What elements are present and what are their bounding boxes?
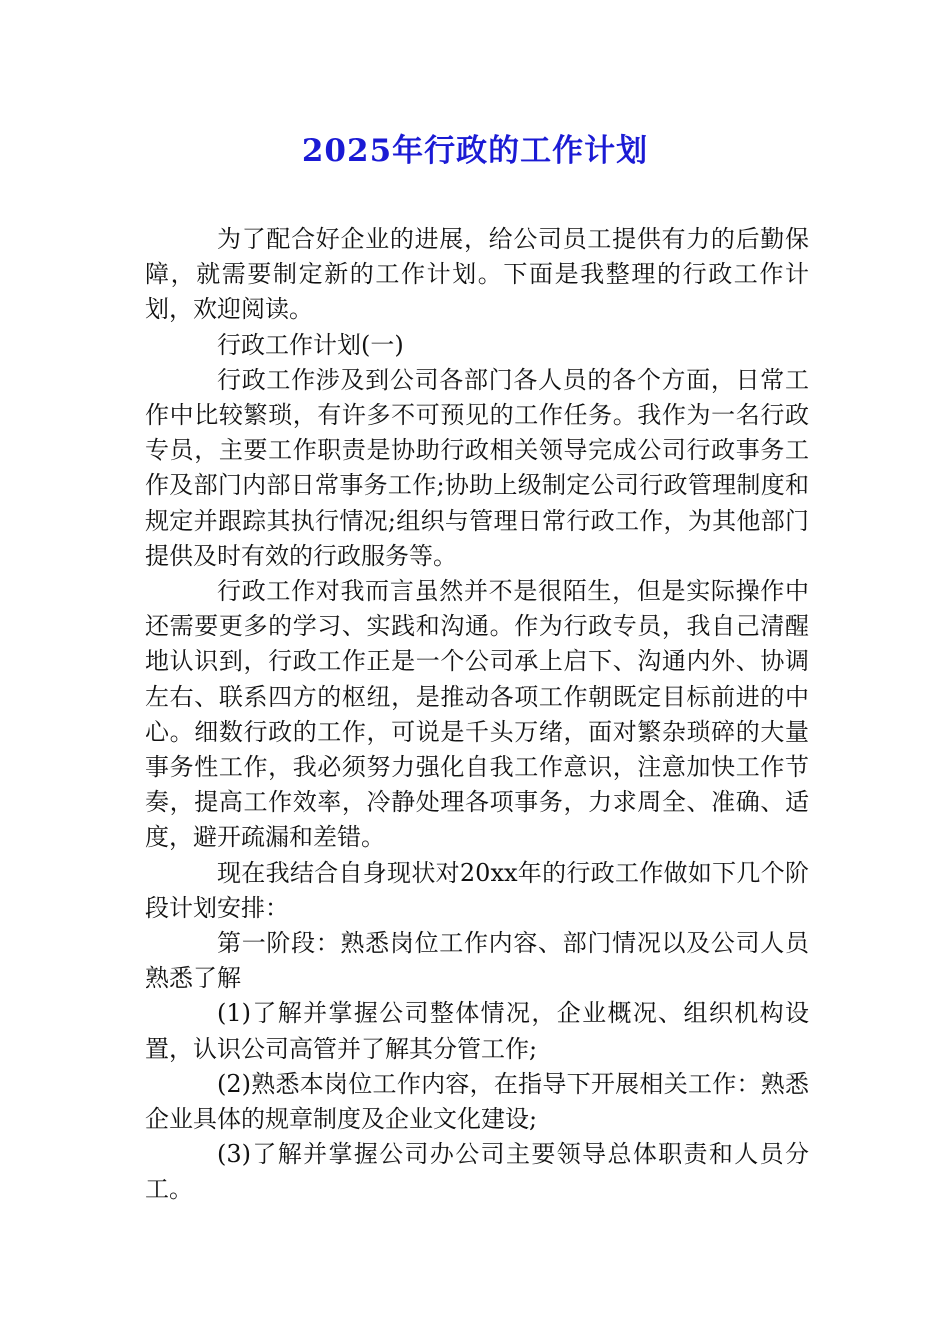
paragraph-duties: 行政工作涉及到公司各部门各人员的各个方面，日常工作中比较繁琐，有许多不可预见的工作任务。我作为一名行政专员，主要工作职责是协助行政相关领导完成公司行政事务工作及部门内部日常事务工作;协助上级制定公司行政管理制度和规定并跟踪其执行情况;组织与管理日常行政工作，为其他部门提供及时有效的行政服务等。	[145, 365, 809, 570]
document-body	[145, 222, 809, 1208]
paragraph-intro: 为了配合好企业的进展，给公司员工提供有力的后勤保障，就需要制定新的工作计划。下面是我整理的行政工作计划，欢迎阅读。	[145, 225, 809, 324]
section-heading-plan-one: 行政工作计划(一)	[217, 330, 404, 359]
document-title: 2025年行政的工作计划	[301, 133, 649, 169]
list-item: (1)了解并掌握公司整体情况，企业概况、组织机构设置，认识公司高管并了解其分管工作;	[145, 999, 809, 1063]
stage-one-heading: 第一阶段：熟悉岗位工作内容、部门情况以及公司人员熟悉了解	[145, 929, 809, 993]
list-item: (3)了解并掌握公司办公司主要领导总体职责和人员分工。	[145, 1140, 809, 1204]
list-item: (2)熟悉本岗位工作内容，在指导下开展相关工作：熟悉企业具体的规章制度及企业文化建设;	[145, 1069, 809, 1134]
paragraph-stage-plan-intro: 现在我结合自身现状对20xx年的行政工作做如下几个阶段计划安排：	[145, 858, 809, 922]
paragraph-understanding: 行政工作对我而言虽然并不是很陌生，但是实际操作中还需要更多的学习、实践和沟通。作为行政专员，我自己清醒地认识到，行政工作正是一个公司承上启下、沟通内外、协调左右、联系四方的枢纽，是推动各项工作朝既定目标前进的中心。细数行政的工作，可说是千头万绪，面对繁杂琐碎的大量事务性工作，我必须努力强化自我工作意识，注意加快工作节奏，提高工作效率，冷静处理各项事务，力求周全、准确、适度，避开疏漏和差错。	[145, 577, 809, 852]
